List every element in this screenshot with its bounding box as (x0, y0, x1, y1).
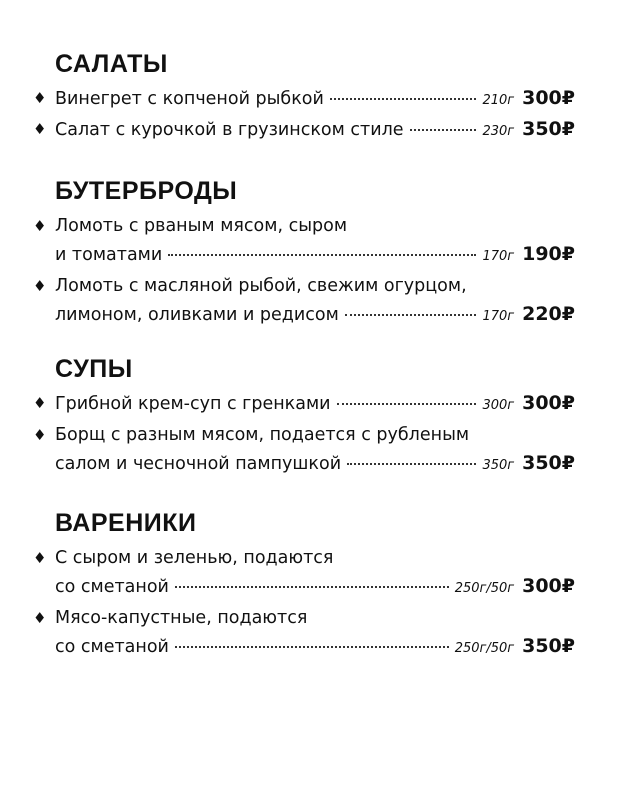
diamond-bullet-icon: ♦ (33, 394, 47, 412)
menu-item (0, 421, 634, 477)
item-line (0, 212, 634, 240)
item-weight: 250г/50г (454, 581, 515, 596)
item-price-line (0, 572, 634, 600)
diamond-bullet-icon: ♦ (33, 120, 47, 138)
item-name-line: со сметаной (55, 637, 169, 657)
section-heading: САЛАТЫ (55, 50, 168, 78)
item-name-line: Борщ с разным мясом, подается с рубленым (55, 425, 470, 445)
item-name-line: Грибной крем-суп с гренками (55, 394, 331, 414)
item-price: 300₽ (522, 87, 575, 109)
menu-section (0, 352, 634, 477)
section-heading: ВАРЕНИКИ (55, 509, 197, 537)
item-line (0, 544, 634, 572)
item-price-line (0, 632, 634, 660)
dotted-leader (345, 314, 477, 316)
menu-section (0, 174, 634, 328)
menu-item (0, 544, 634, 600)
item-weight: 170г (482, 309, 515, 324)
section-heading: БУТЕРБРОДЫ (55, 177, 238, 205)
menu-item (0, 604, 634, 660)
item-weight: 210г (482, 93, 515, 108)
item-price: 350₽ (522, 635, 575, 657)
item-price-line (0, 389, 634, 417)
item-name-line: Ломоть с масляной рыбой, свежим огурцом, (55, 276, 467, 296)
item-name-line: и томатами (55, 245, 163, 265)
item-name-line: Мясо-капустные, подаются (55, 608, 308, 628)
item-weight: 230г (482, 124, 515, 139)
diamond-bullet-icon: ♦ (33, 609, 47, 627)
diamond-bullet-icon: ♦ (33, 549, 47, 567)
diamond-bullet-icon: ♦ (33, 89, 47, 107)
menu-item (0, 212, 634, 268)
dotted-leader (175, 586, 449, 588)
item-price-line (0, 449, 634, 477)
item-price: 350₽ (522, 452, 575, 474)
dotted-leader (330, 98, 477, 100)
item-price: 350₽ (522, 118, 575, 140)
dotted-leader (347, 463, 476, 465)
section-heading: СУПЫ (55, 355, 133, 383)
item-price: 300₽ (522, 575, 575, 597)
menu-item (0, 272, 634, 328)
dotted-leader (337, 403, 477, 405)
diamond-bullet-icon: ♦ (33, 217, 47, 235)
diamond-bullet-icon: ♦ (33, 277, 47, 295)
item-name-line: салом и чесночной пампушкой (55, 454, 342, 474)
item-price: 300₽ (522, 392, 575, 414)
menu-item (0, 389, 634, 417)
menu-item (0, 115, 634, 143)
item-price: 220₽ (522, 303, 575, 325)
item-price-line (0, 84, 634, 112)
item-weight: 250г/50г (454, 641, 515, 656)
item-name-line: лимоном, оливками и редисом (55, 305, 339, 325)
diamond-bullet-icon: ♦ (33, 426, 47, 444)
item-weight: 170г (482, 249, 515, 264)
item-name-line: Винегрет с копченой рыбкой (55, 89, 324, 109)
item-name-line: Салат с курочкой в грузинском стиле (55, 120, 404, 140)
item-name-line: С сыром и зеленью, подаются (55, 548, 334, 568)
item-line (0, 272, 634, 300)
item-weight: 350г (482, 458, 515, 473)
menu-section (0, 47, 634, 143)
item-price-line (0, 240, 634, 268)
menu-item (0, 84, 634, 112)
item-name-line: со сметаной (55, 577, 169, 597)
item-price-line (0, 300, 634, 328)
item-name-line: Ломоть с рваным мясом, сыром (55, 216, 348, 236)
dotted-leader (175, 646, 449, 648)
item-weight: 300г (482, 398, 515, 413)
dotted-leader (168, 254, 476, 256)
item-price-line (0, 115, 634, 143)
item-price: 190₽ (522, 243, 575, 265)
dotted-leader (410, 129, 477, 131)
item-line (0, 604, 634, 632)
item-line (0, 421, 634, 449)
menu-section (0, 506, 634, 660)
